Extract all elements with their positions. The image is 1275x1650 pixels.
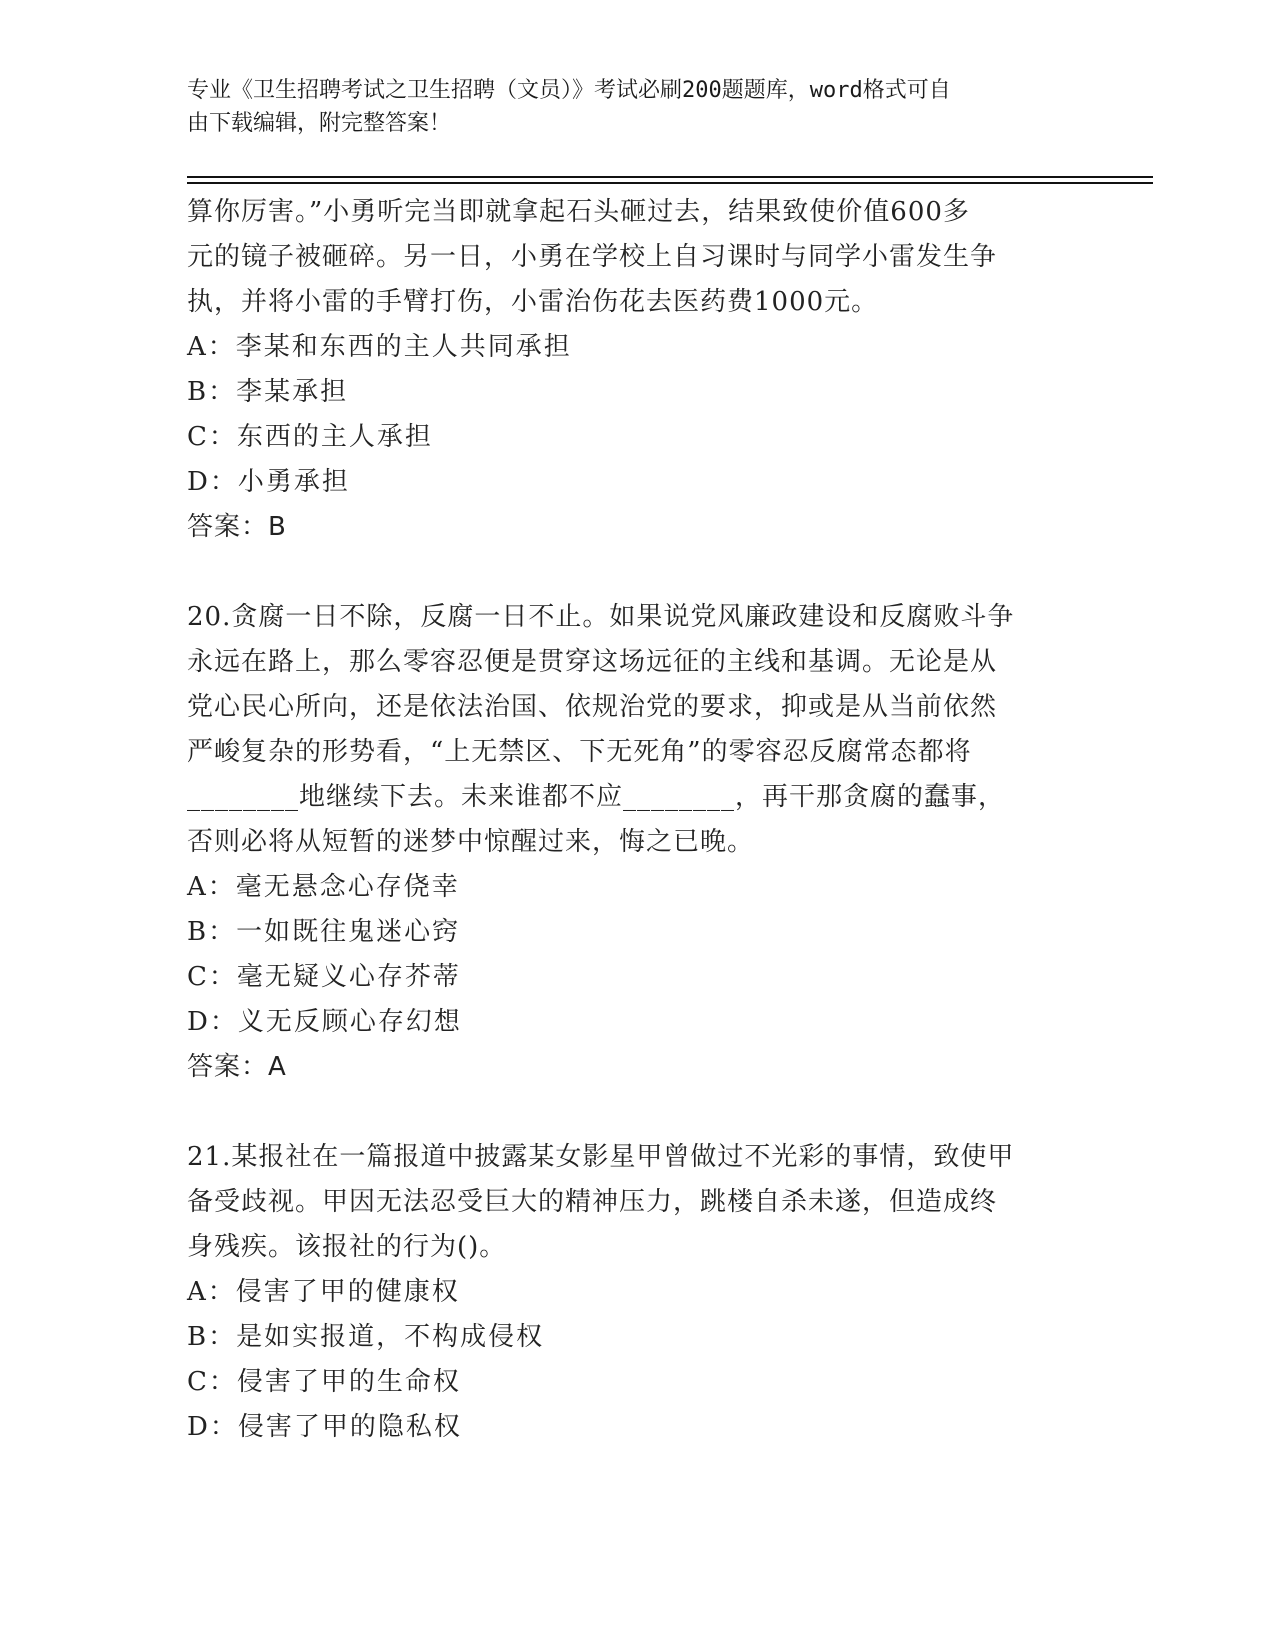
question-text-line: 执，并将小雷的手臂打伤，小雷治伤花去医药费1000元。 [187,287,879,317]
question-text-line: 备受歧视。甲因无法忍受巨大的精神压力，跳楼自杀未遂，但造成终 [187,1187,998,1217]
spacer [187,550,1077,595]
document-body [187,190,1077,1450]
option-b: B：李某承担 [187,377,349,407]
option-b: B：是如实报道，不构成侵权 [187,1322,545,1352]
question-text-line: 20.贪腐一日不除，反腐一日不止。如果说党风廉政建设和反腐败斗争 [187,602,1015,632]
option-d: D：小勇承担 [187,467,350,497]
document-header [187,74,1067,140]
question-text-line: 永远在路上，那么零容忍便是贯穿这场远征的主线和基调。无论是从 [187,647,998,677]
header-line-1: 专业《卫生招聘考试之卫生招聘（文员）》考试必刷200题题库，word格式可自 [187,78,951,103]
option-a: A：李某和东西的主人共同承担 [187,332,572,362]
question-21 [187,1135,1077,1450]
question-text-line: 21.某报社在一篇报道中披露某女影星甲曾做过不光彩的事情，致使甲 [187,1142,1015,1172]
header-divider-bottom [187,182,1153,184]
option-a: A：侵害了甲的健康权 [187,1277,460,1307]
question-text-line: 元的镜子被砸碎。另一日，小勇在学校上自习课时与同学小雷发生争 [187,242,998,272]
option-b: B：一如既往鬼迷心窍 [187,917,461,947]
answer-label: 答案：A [187,1052,287,1082]
option-d: D：侵害了甲的隐私权 [187,1412,462,1442]
option-c: C：东西的主人承担 [187,422,433,452]
question-19 [187,190,1077,550]
option-d: D：义无反顾心存幻想 [187,1007,462,1037]
question-text-line: 严峻复杂的形势看，“上无禁区、下无死角”的零容忍反腐常态都将 [187,737,972,767]
header-line-2: 由下载编辑，附完整答案！ [187,111,452,136]
question-20 [187,595,1077,1090]
option-c: C：毫无疑义心存芥蒂 [187,962,461,992]
option-a: A：毫无悬念心存侥幸 [187,872,460,902]
question-text-line: 党心民心所向，还是依法治国、依规治党的要求，抑或是从当前依然 [187,692,998,722]
question-text-line: 算你厉害。”小勇听完当即就拿起石头砸过去，结果致使价值600多 [187,197,970,227]
question-text-line: 身残疾。该报社的行为()。 [187,1232,507,1262]
question-text-line: 否则必将从短暂的迷梦中惊醒过来，悔之已晚。 [187,827,755,857]
answer-label: 答案：B [187,512,287,542]
spacer [187,1090,1077,1135]
question-text-line: ________地继续下去。未来谁都不应________，再干那贪腐的蠢事， [187,782,1006,812]
option-c: C：侵害了甲的生命权 [187,1367,461,1397]
header-divider-top [187,176,1153,178]
